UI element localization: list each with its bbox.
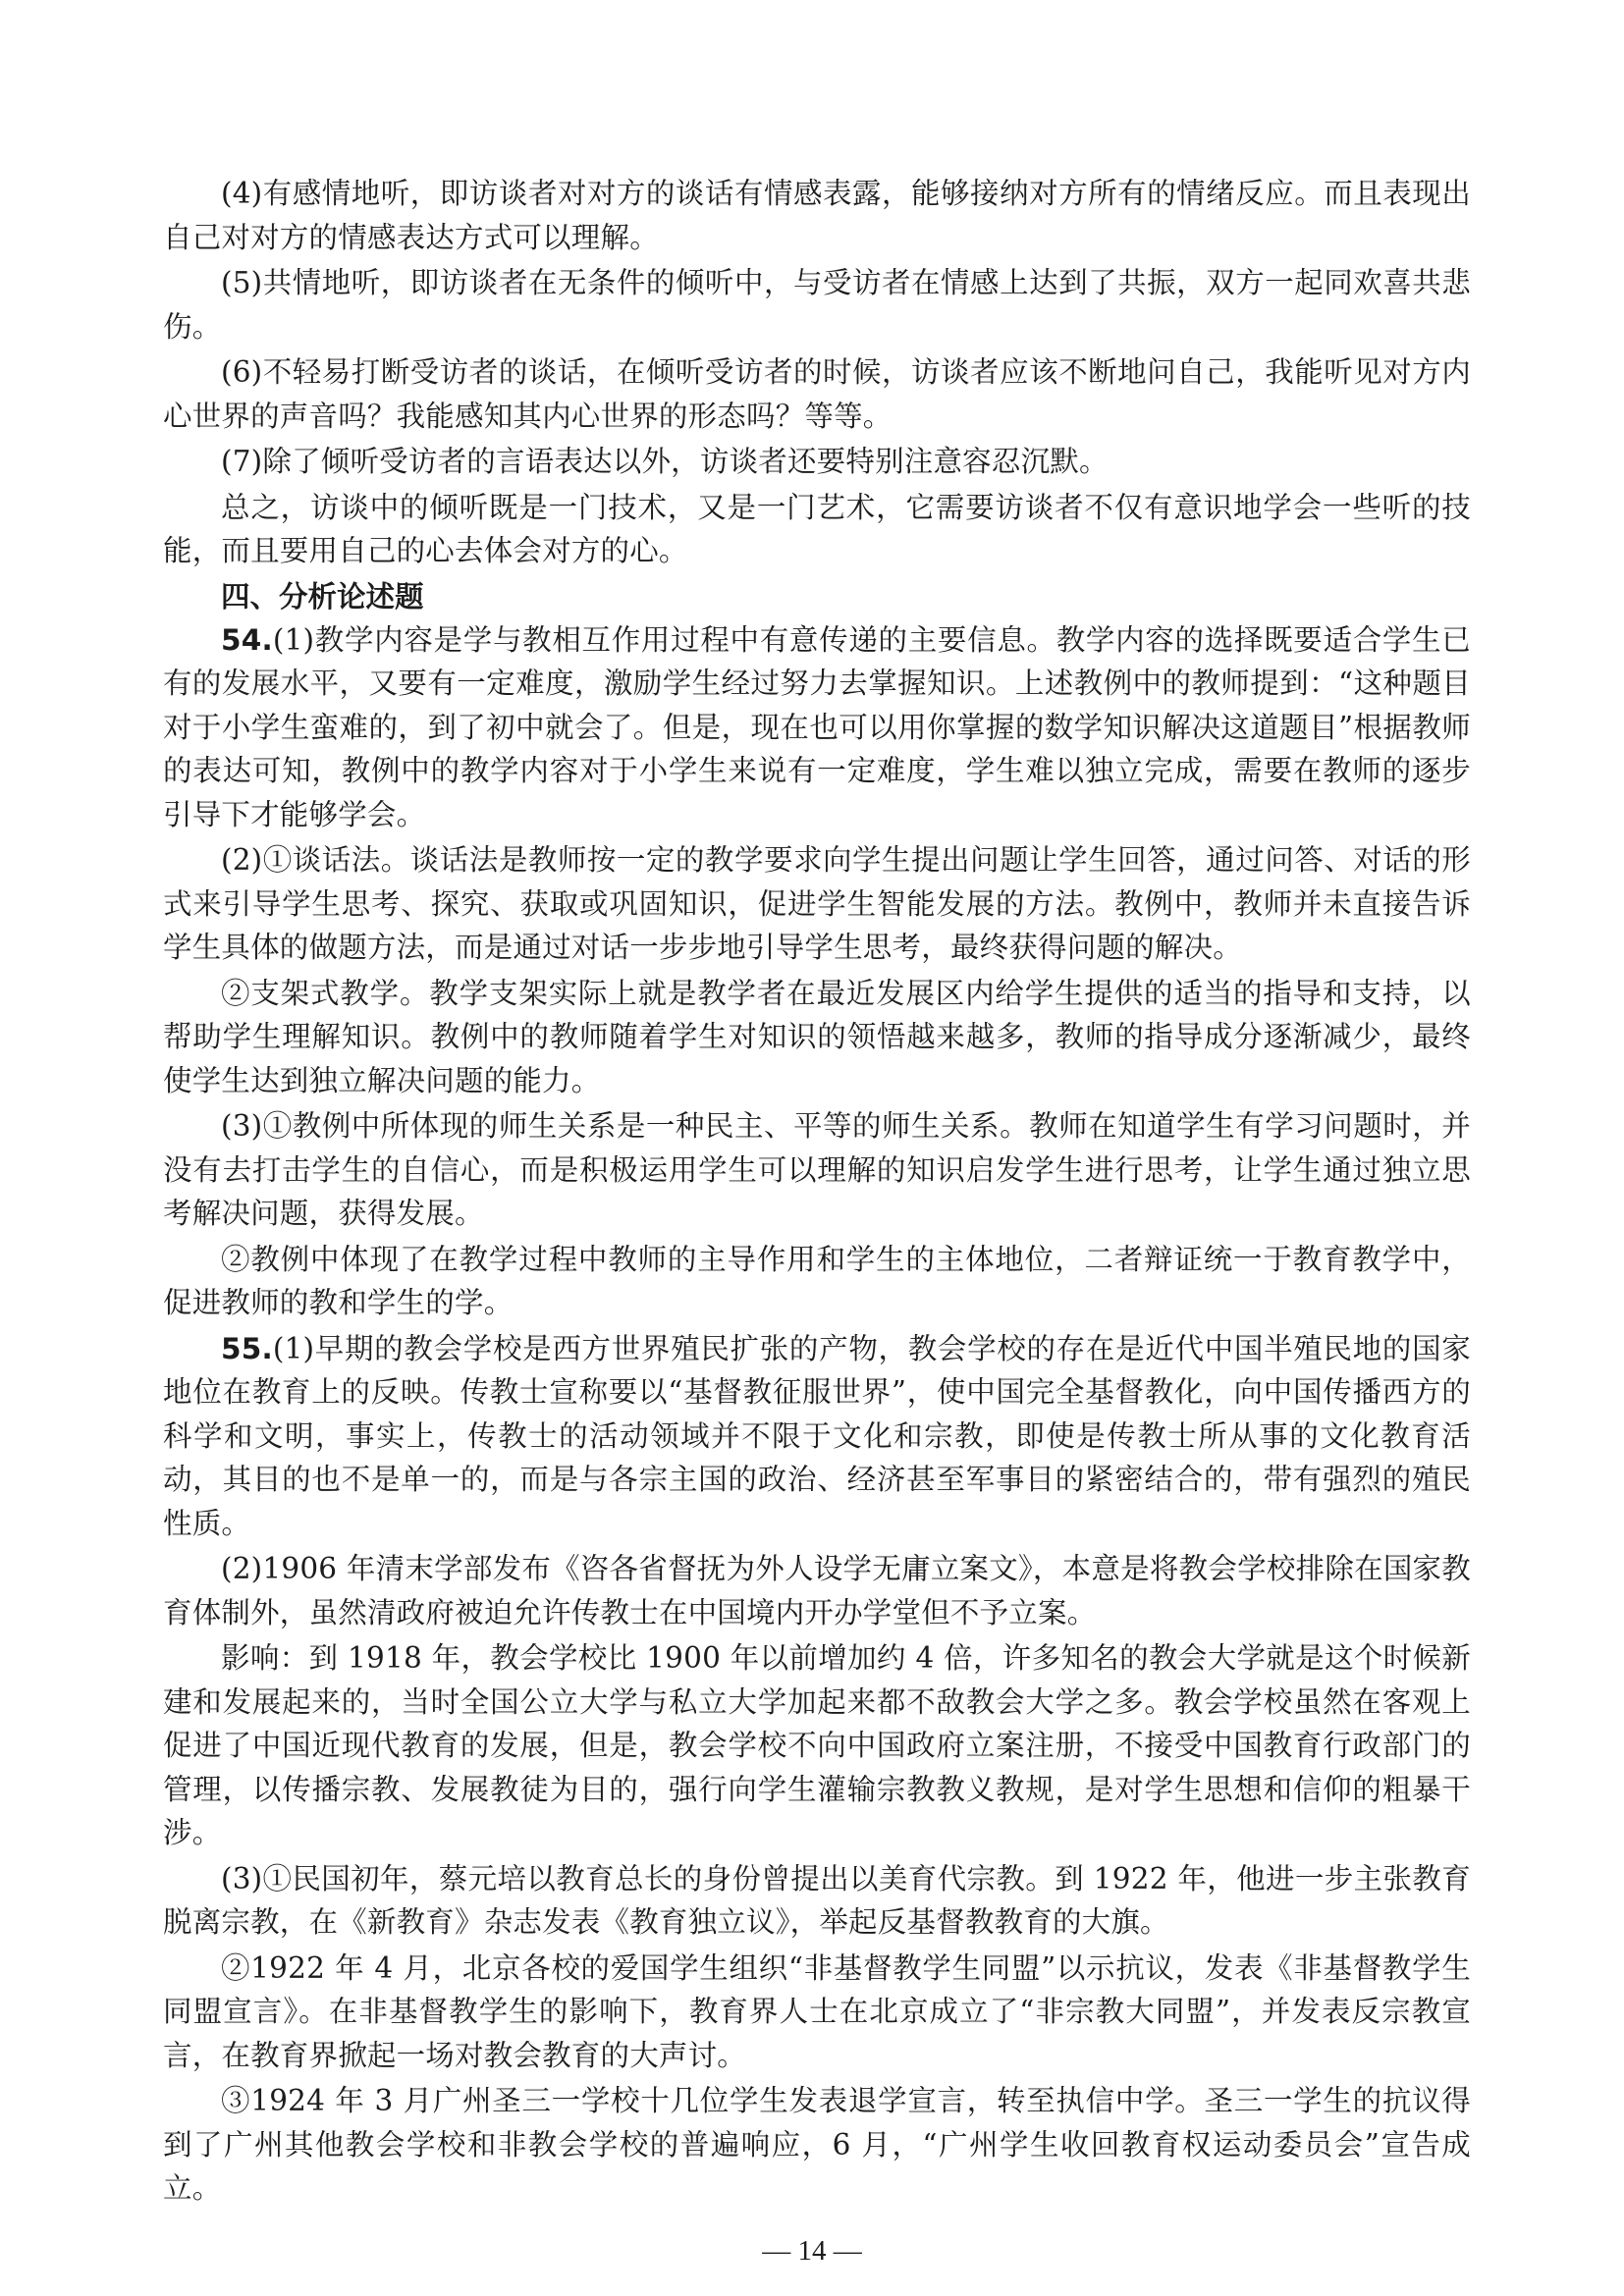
paragraph: (2)①谈话法。谈话法是教师按一定的教学要求向学生提出问题让学生回答，通过问答、对话的形式来引导学生思考、探究、获取或巩固知识，促进学生智能发展的方法。教例中，教师并未直接告诉学生具体的做题方法，而是通过对话一步步地引导学生思考，最终获得问题的解决。 — [163, 843, 1471, 964]
paragraph: 影响：到 1918 年，教会学校比 1900 年以前增加约 4 倍，许多知名的教会大学就是这个时候新建和发展起来的，当时全国公立大学与私立大学加起来都不敌教会大学之多。教会学校虽然在客观上促进了中国近现代教育的发展，但是，教会学校不向中国政府立案注册，不接受中国教育行政部门的管理，以传播宗教、发展教徒为目的，强行向学生灌输宗教教义教规，是对学生思想和信仰的粗暴干涉。 — [163, 1641, 1471, 1849]
paragraph: (5)共情地听，即访谈者在无条件的倾听中，与受访者在情感上达到了共振，双方一起同欢喜共悲伤。 — [163, 266, 1471, 344]
question-text: (1)教学内容是学与教相互作用过程中有意传递的主要信息。教学内容的选择既要适合学生已有的发展水平，又要有一定难度，激励学生经过努力去掌握知识。上述教例中的教师提到：“这种题目对于小学生蛮难的，到了初中就会了。但是，现在也可以用你掌握的数学知识解决这道题目”根据教师的表达可知，教例中的教学内容对于小学生来说有一定难度，学生难以独立完成，需要在教师的逐步引导下才能够学会。 — [163, 622, 1471, 831]
question-55-part-1 — [163, 1327, 1471, 1546]
paragraph: ②1922 年 4 月，北京各校的爱国学生组织“非基督教学生同盟”以示抗议，发表《非基督教学生同盟宣言》。在非基督教学生的影响下，教育界人士在北京成立了“非宗教大同盟”，并发表反宗教宣言，在教育界掀起一场对教会教育的大声讨。 — [163, 1950, 1471, 2072]
section-title: 四、分析论述题 — [221, 579, 424, 614]
question-number: 54. — [221, 622, 273, 657]
paragraph: (6)不轻易打断受访者的谈话，在倾听受访者的时候，访谈者应该不断地问自己，我能听见对方内心世界的声音吗？我能感知其内心世界的形态吗？等等。 — [163, 355, 1471, 433]
question-text: (1)早期的教会学校是西方世界殖民扩张的产物，教会学校的存在是近代中国半殖民地的国家地位在教育上的反映。传教士宣称要以“基督教征服世界”，使中国完全基督教化，向中国传播西方的科学和文明，事实上，传教士的活动领域并不限于文化和宗教，即使是传教士所从事的文化教育活动，其目的也不是单一的，而是与各宗主国的政治、经济甚至军事目的紧密结合的，带有强烈的殖民性质。 — [163, 1331, 1471, 1540]
paragraph: ③1924 年 3 月广州圣三一学校十几位学生发表退学宣言，转至执信中学。圣三一学生的抗议得到了广州其他教会学校和非教会学校的普遍响应，6 月，“广州学生收回教育权运动委员会”宣告成立。 — [163, 2084, 1471, 2205]
document-body — [163, 172, 1471, 2213]
paragraph: (7)除了倾听受访者的言语表达以外，访谈者还要特别注意容忍沉默。 — [221, 445, 1109, 478]
paragraph: (2)1906 年清末学部发布《咨各省督抚为外人设学无庸立案文》，本意是将教会学校排除在国家教育体制外，虽然清政府被迫允许传教士在中国境内开办学堂但不予立案。 — [163, 1552, 1471, 1629]
page-number: — 14 — — [762, 2235, 862, 2267]
paragraph: (4)有感情地听，即访谈者对对方的谈话有情感表露，能够接纳对方所有的情绪反应。而且表现出自己对对方的情感表达方式可以理解。 — [163, 177, 1471, 254]
paragraph: ②教例中体现了在教学过程中教师的主导作用和学生的主体地位，二者辩证统一于教育教学中，促进教师的教和学生的学。 — [163, 1242, 1471, 1319]
question-54-part-1 — [163, 618, 1471, 837]
question-number: 55. — [221, 1331, 273, 1365]
paragraph: (3)①民国初年，蔡元培以教育总长的身份曾提出以美育代宗教。到 1922 年，他进一步主张教育脱离宗教，在《新教育》杂志发表《教育独立议》，举起反基督教教育的大旗。 — [163, 1861, 1471, 1939]
paragraph: ②支架式教学。教学支架实际上就是教学者在最近发展区内给学生提供的适当的指导和支持，以帮助学生理解知识。教例中的教师随着学生对知识的领悟越来越多，教师的指导成分逐渐减少，最终使学生达到独立解决问题的能力。 — [163, 976, 1471, 1097]
paragraph: 总之，访谈中的倾听既是一门技术，又是一门艺术，它需要访谈者不仅有意识地学会一些听的技能，而且要用自己的心去体会对方的心。 — [163, 490, 1471, 567]
paragraph: (3)①教例中所体现的师生关系是一种民主、平等的师生关系。教师在知道学生有学习问题时，并没有去打击学生的自信心，而是积极运用学生可以理解的知识启发学生进行思考，让学生通过独立思考解决问题，获得发展。 — [163, 1109, 1471, 1230]
